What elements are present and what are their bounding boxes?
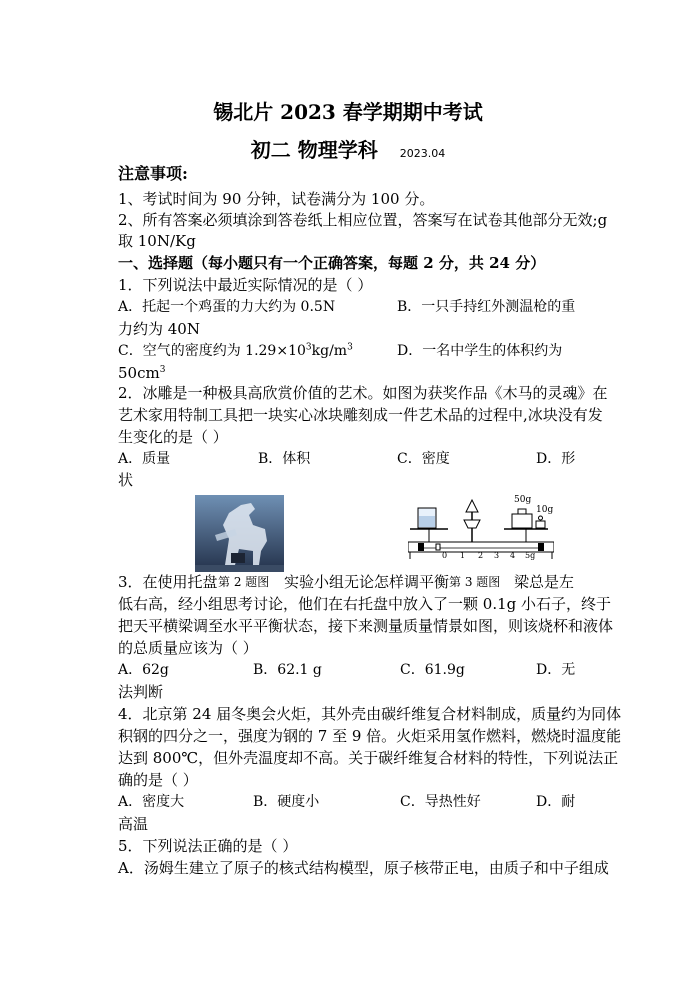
q3-line-1-mid: 实验小组无论怎样调平衡 bbox=[284, 573, 450, 591]
exam-subtitle-row bbox=[0, 134, 696, 163]
exam-date: 2023.04 bbox=[399, 147, 446, 160]
q1-option-d-cont: $50cm^3$ bbox=[118, 364, 166, 382]
q4-option-d-cont: 高温 bbox=[118, 815, 149, 833]
q2-option-c: C．密度 bbox=[397, 451, 450, 467]
q2-option-a: A．质量 bbox=[118, 451, 171, 467]
q1-stem: 1．下列说法中最近实际情况的是（ ） bbox=[118, 276, 373, 294]
notice-heading: 注意事项: bbox=[118, 164, 188, 183]
scale-tick-2: 2 bbox=[478, 551, 484, 560]
q4-line-2: 积钢的四分之一，强度为钢的 7 至 9 倍。火炬采用氢作燃料，燃烧时温度能 bbox=[118, 727, 622, 745]
exam-subject: 初二 物理学科 bbox=[250, 138, 378, 162]
q1-option-b: B．一只手持红外测温枪的重 bbox=[397, 299, 576, 315]
section-heading: 一、选择题（每小题只有一个正确答案，每题 2 分，共 24 分） bbox=[118, 254, 546, 272]
notice-item-2-cont: 取 10N/Kg bbox=[118, 232, 196, 250]
q3-line-2: 低右高，经小组思考讨论，他们在右托盘中放入了一颗 0.1g 小石子，终于 bbox=[118, 595, 611, 613]
scale-tick-5: 5g bbox=[525, 551, 536, 560]
q3-option-c: C．61.9g bbox=[400, 662, 465, 678]
q4-option-b: B．硬度小 bbox=[253, 794, 320, 810]
scale-tick-4: 4 bbox=[510, 551, 516, 560]
exam-title: 锡北片 2023 春学期期中考试 bbox=[213, 100, 483, 124]
q3-option-d: D．无 bbox=[536, 662, 576, 678]
q5-option-a: A．汤姆生建立了原子的核式结构模型，原子核带正电，由质子和中子组成 bbox=[118, 859, 609, 877]
q3-line-4: 的总质量应该为（ ） bbox=[118, 639, 258, 657]
q2-option-d: D．形 bbox=[536, 451, 576, 467]
q4-option-d: D．耐 bbox=[536, 794, 576, 810]
q1-option-b-cont: 力约为 40N bbox=[118, 320, 200, 338]
q1-option-c: C．空气的密度约为 $1.29\times 10^3kg/m^3$ bbox=[118, 342, 353, 359]
q4-option-c: C．导热性好 bbox=[400, 794, 481, 810]
scale-tick-1: 1 bbox=[460, 551, 466, 560]
q2-option-b: B．体积 bbox=[258, 451, 311, 467]
fig3-caption: 第 3 题图 bbox=[449, 575, 501, 589]
ice-horse-photo bbox=[195, 495, 284, 572]
q2-option-d-cont: 状 bbox=[118, 471, 134, 489]
q3-option-b: B．62.1 g bbox=[253, 662, 322, 678]
q3-line-1: 3．在使用托盘 bbox=[118, 573, 218, 591]
q3-line-1-end: 梁总是左 bbox=[514, 573, 575, 591]
fig2-caption: 第 2 题图 bbox=[218, 575, 270, 589]
q4-line-1: 4．北京第 24 届冬奥会火炬，其外壳由碳纤维复合材料制成，质量约为同体 bbox=[118, 705, 622, 723]
weight-10g-label: 10g bbox=[536, 505, 554, 515]
q4-option-a: A．密度大 bbox=[118, 794, 185, 810]
notice-item-1: 1、考试时间为 90 分钟，试卷满分为 100 分。 bbox=[118, 190, 435, 208]
q2-line-3: 生变化的是（ ） bbox=[118, 428, 228, 446]
weight-50g-label: 50g bbox=[514, 495, 532, 505]
notice-item-2: 2、所有答案必须填涂到答卷纸上相应位置，答案写在试卷其他部分无效;g bbox=[118, 211, 608, 229]
q2-line-2: 艺术家用特制工具把一块实心冰块雕刻成一件艺术品的过程中,冰块没有发 bbox=[118, 406, 603, 424]
q1-option-a: A．托起一个鸡蛋的力大约为 0.5N bbox=[118, 299, 336, 315]
q3-option-a: A．62g bbox=[118, 662, 169, 678]
q4-line-4: 确的是（ ） bbox=[118, 771, 198, 789]
q3-option-d-cont: 法判断 bbox=[118, 683, 164, 701]
scale-tick-0: 0 bbox=[442, 551, 448, 560]
q5-stem: 5．下列说法正确的是（ ） bbox=[118, 837, 298, 855]
q3-line-3: 把天平横梁调至水平平衡状态，接下来测量质量情景如图，则该烧杯和液体 bbox=[118, 617, 614, 635]
q1-option-d: D．一名中学生的体积约为 bbox=[397, 343, 563, 359]
scale-tick-3: 3 bbox=[494, 551, 500, 560]
balance-diagram bbox=[408, 492, 554, 560]
q4-line-3: 达到 800℃，但外壳温度却不高。关于碳纤维复合材料的特性，下列说法正 bbox=[118, 749, 619, 767]
q2-line-1: 2．冰雕是一种极具高欣赏价值的艺术。如图为获奖作品《木马的灵魂》在 bbox=[118, 384, 608, 402]
